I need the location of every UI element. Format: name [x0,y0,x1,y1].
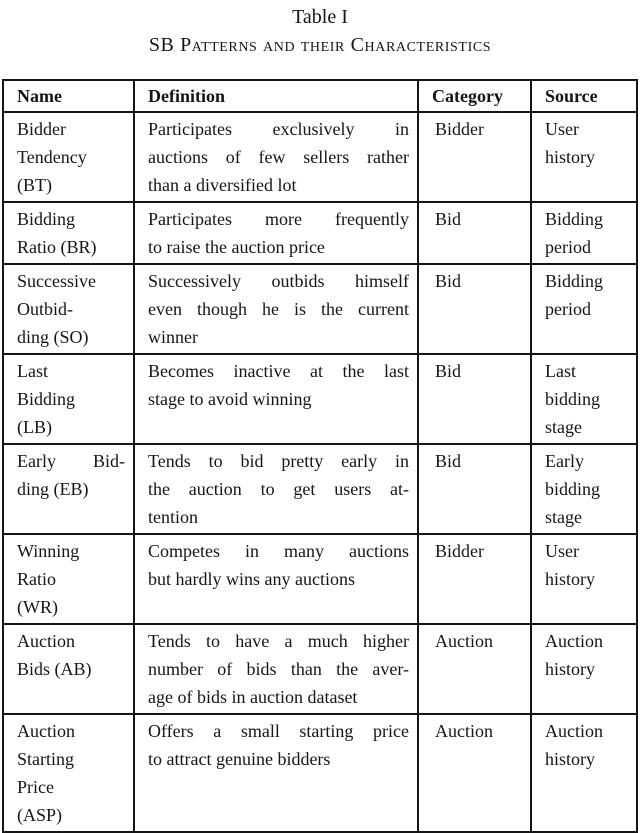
cell-category: Bid [418,444,531,534]
cell-source: Last bidding stage [531,354,637,444]
cell-category: Bid [418,354,531,444]
col-header-definition: Definition [134,80,418,112]
table-row [3,112,637,202]
table-body [3,112,637,832]
cell-name: Auction Bids (AB) [3,624,134,714]
cell-definition: Successively outbids himself even though he is the current winner [134,264,418,354]
table-row [3,202,637,264]
table-row [3,444,637,534]
table-row [3,534,637,624]
cell-source: Bidding period [531,202,637,264]
cell-category: Bid [418,202,531,264]
cell-definition: Becomes inactive at the last stage to avoid winning [134,354,418,444]
cell-source: Early bidding stage [531,444,637,534]
paper-page [0,5,640,825]
cell-name: Successive Outbid- ding (SO) [3,264,134,354]
table-row [3,264,637,354]
cell-name: Bidder Tendency (BT) [3,112,134,202]
cell-definition: Tends to have a much higher number of bids than the aver- age of bids in auction dataset [134,624,418,714]
table-title: SB Patterns and their Characteristics [148,34,492,56]
table-row [3,624,637,714]
cell-name: Auction Starting Price (ASP) [3,714,134,832]
cell-definition: Participates exclusively in auctions of few sellers rather than a diversified lot [134,112,418,202]
table-caption-block [0,5,640,58]
cell-source: User history [531,112,637,202]
cell-definition: Participates more frequently to raise the auction price [134,202,418,264]
cell-source: User history [531,534,637,624]
cell-definition: Offers a small starting price to attract genuine bidders [134,714,418,832]
cell-name: Early Bid- ding (EB) [3,444,134,534]
cell-name: Last Bidding (LB) [3,354,134,444]
col-header-name: Name [3,80,134,112]
table-row [3,714,637,832]
sb-patterns-table [2,79,638,833]
cell-source: Auction history [531,714,637,832]
table-row [3,354,637,444]
cell-category: Auction [418,624,531,714]
cell-definition: Tends to bid pretty early in the auction to get users at- tention [134,444,418,534]
header-row [3,80,637,112]
cell-source: Bidding period [531,264,637,354]
cell-category: Auction [418,714,531,832]
cell-definition: Competes in many auctions but hardly wins any auctions [134,534,418,624]
cell-name: Bidding Ratio (BR) [3,202,134,264]
cell-category: Bidder [418,112,531,202]
col-header-source: Source [531,80,637,112]
cell-source: Auction history [531,624,637,714]
cell-category: Bidder [418,534,531,624]
col-header-category: Category [418,80,531,112]
table-number: Table I [292,6,348,28]
cell-name: Winning Ratio (WR) [3,534,134,624]
cell-category: Bid [418,264,531,354]
